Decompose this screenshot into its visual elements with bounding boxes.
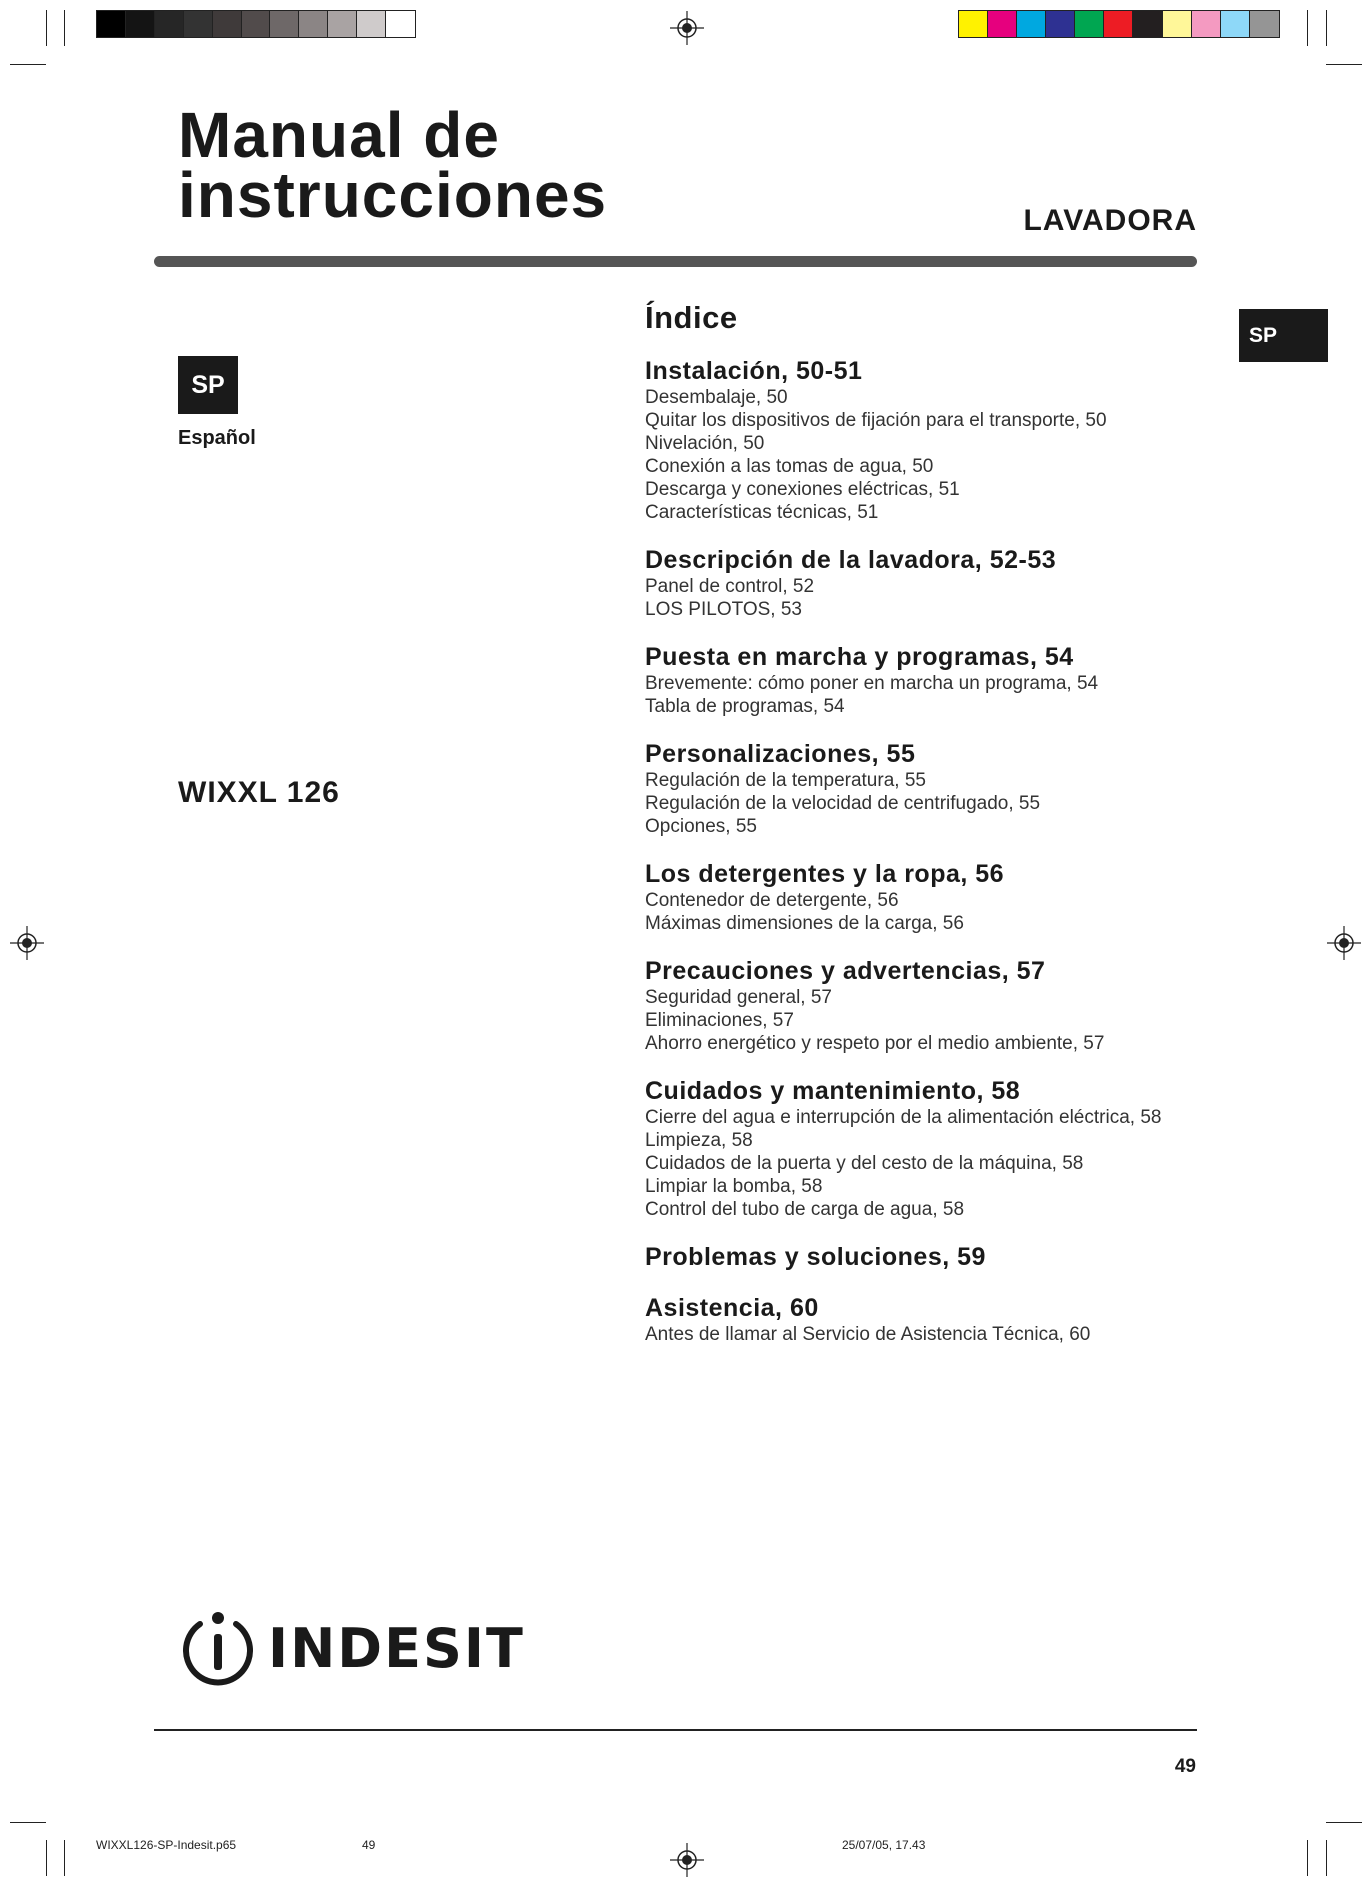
index-section-heading: Los detergentes y la ropa, 56 bbox=[645, 860, 1005, 888]
color-swatch bbox=[959, 11, 988, 37]
index-entry: LOS PILOTOS, 53 bbox=[645, 599, 803, 620]
language-name: Español bbox=[178, 427, 256, 449]
page-number: 49 bbox=[1174, 1756, 1196, 1777]
index-section bbox=[645, 1243, 1205, 1272]
color-swatch bbox=[155, 11, 184, 37]
index-entry: Descarga y conexiones eléctricas, 51 bbox=[645, 479, 960, 500]
color-swatch bbox=[386, 11, 415, 37]
index-section bbox=[645, 1294, 1205, 1346]
index-section-heading: Descripción de la lavadora, 52-53 bbox=[645, 546, 1057, 574]
index-section-heading: Instalación, 50-51 bbox=[645, 357, 863, 385]
color-swatch bbox=[1163, 11, 1192, 37]
color-swatch bbox=[1221, 11, 1250, 37]
gray-calibration-bar bbox=[96, 10, 416, 38]
index-entry: Máximas dimensiones de la carga, 56 bbox=[645, 913, 964, 934]
indesit-logo-icon bbox=[178, 1606, 258, 1690]
color-calibration-bar bbox=[958, 10, 1280, 38]
index-entry: Limpiar la bomba, 58 bbox=[645, 1176, 823, 1197]
index-entry: Características técnicas, 51 bbox=[645, 502, 879, 523]
color-swatch bbox=[213, 11, 242, 37]
registration-mark-icon bbox=[10, 926, 44, 960]
header-divider bbox=[154, 256, 1197, 267]
crop-mark bbox=[46, 10, 47, 46]
crop-mark bbox=[1326, 1822, 1362, 1823]
index-entry: Regulación de la velocidad de centrifugado, 55 bbox=[645, 793, 1041, 814]
index-section bbox=[645, 860, 1205, 935]
registration-mark-icon bbox=[670, 1843, 704, 1877]
index-entry: Contenedor de detergente, 56 bbox=[645, 890, 899, 911]
index-section-heading: Asistencia, 60 bbox=[645, 1294, 819, 1322]
index-section-heading: Puesta en marcha y programas, 54 bbox=[645, 643, 1074, 671]
index-entry: Nivelación, 50 bbox=[645, 433, 765, 454]
color-swatch bbox=[1133, 11, 1162, 37]
index-section-heading: Precauciones y advertencias, 57 bbox=[645, 957, 1046, 985]
index-entry: Antes de llamar al Servicio de Asistencia Técnica, 60 bbox=[645, 1324, 1091, 1345]
index-section bbox=[645, 357, 1205, 524]
crop-mark bbox=[46, 1840, 47, 1876]
index-entry: Limpieza, 58 bbox=[645, 1130, 753, 1151]
slug-page: 49 bbox=[362, 1838, 376, 1852]
index-entry: Eliminaciones, 57 bbox=[645, 1010, 794, 1031]
index-entry: Seguridad general, 57 bbox=[645, 987, 832, 1008]
index-entry: Cuidados de la puerta y del cesto de la máquina, 58 bbox=[645, 1153, 1084, 1174]
index-entry: Quitar los dispositivos de fijación para el transporte, 50 bbox=[645, 410, 1107, 431]
title-line-2: instrucciones bbox=[178, 159, 608, 231]
color-swatch bbox=[1046, 11, 1075, 37]
index-entry: Regulación de la temperatura, 55 bbox=[645, 770, 926, 791]
document-title bbox=[178, 99, 608, 231]
color-swatch bbox=[270, 11, 299, 37]
index-section bbox=[645, 957, 1205, 1055]
crop-mark bbox=[1326, 64, 1362, 65]
color-swatch bbox=[184, 11, 213, 37]
index-entry: Panel de control, 52 bbox=[645, 576, 815, 597]
brand-wordmark: INDESIT bbox=[268, 1616, 525, 1680]
crop-mark bbox=[1307, 10, 1308, 46]
language-code-badge: SP bbox=[178, 356, 238, 414]
crop-mark bbox=[64, 1840, 65, 1876]
crop-mark bbox=[1326, 1840, 1327, 1876]
registration-mark-icon bbox=[670, 11, 704, 45]
color-swatch bbox=[1104, 11, 1133, 37]
registration-mark-icon bbox=[1327, 926, 1361, 960]
footer-divider bbox=[154, 1729, 1197, 1731]
index-entry: Brevemente: cómo poner en marcha un programa, 54 bbox=[645, 673, 1099, 694]
index-entry: Ahorro energético y respeto por el medio ambiente, 57 bbox=[645, 1033, 1105, 1054]
crop-mark bbox=[1326, 10, 1327, 46]
index-entry: Cierre del agua e interrupción de la alimentación eléctrica, 58 bbox=[645, 1107, 1162, 1128]
model-number: WIXXL 126 bbox=[178, 776, 340, 809]
index-title: Índice bbox=[645, 300, 738, 335]
color-swatch bbox=[357, 11, 386, 37]
color-swatch bbox=[126, 11, 155, 37]
slug-filename: WIXXL126-SP-Indesit.p65 bbox=[96, 1838, 237, 1852]
product-name: LAVADORA bbox=[1023, 204, 1197, 237]
color-swatch bbox=[299, 11, 328, 37]
color-swatch bbox=[328, 11, 357, 37]
index-entry: Tabla de programas, 54 bbox=[645, 696, 845, 717]
index-entry: Control del tubo de carga de agua, 58 bbox=[645, 1199, 965, 1220]
index-section bbox=[645, 1077, 1205, 1221]
color-swatch bbox=[1075, 11, 1104, 37]
table-of-contents bbox=[645, 300, 1205, 1368]
color-swatch bbox=[1250, 11, 1279, 37]
index-entry: Desembalaje, 50 bbox=[645, 387, 788, 408]
title-line-1: Manual de bbox=[178, 99, 500, 171]
color-swatch bbox=[97, 11, 126, 37]
crop-mark bbox=[1307, 1840, 1308, 1876]
index-section bbox=[645, 546, 1205, 621]
index-section-heading: Problemas y soluciones, 59 bbox=[645, 1243, 986, 1271]
color-swatch bbox=[242, 11, 271, 37]
crop-mark bbox=[64, 10, 65, 46]
index-section-heading: Cuidados y mantenimiento, 58 bbox=[645, 1077, 1021, 1105]
color-swatch bbox=[1017, 11, 1046, 37]
index-section bbox=[645, 643, 1205, 718]
brand-logo bbox=[178, 1606, 525, 1690]
index-sections bbox=[645, 357, 1205, 1346]
index-section-heading: Personalizaciones, 55 bbox=[645, 740, 916, 768]
crop-mark bbox=[10, 64, 46, 65]
index-entry: Opciones, 55 bbox=[645, 816, 757, 837]
index-section bbox=[645, 740, 1205, 838]
color-swatch bbox=[1192, 11, 1221, 37]
crop-mark bbox=[10, 1822, 46, 1823]
color-swatch bbox=[988, 11, 1017, 37]
index-entry: Conexión a las tomas de agua, 50 bbox=[645, 456, 934, 477]
language-side-tab: SP bbox=[1239, 309, 1328, 362]
slug-date: 25/07/05, 17.43 bbox=[842, 1838, 926, 1852]
